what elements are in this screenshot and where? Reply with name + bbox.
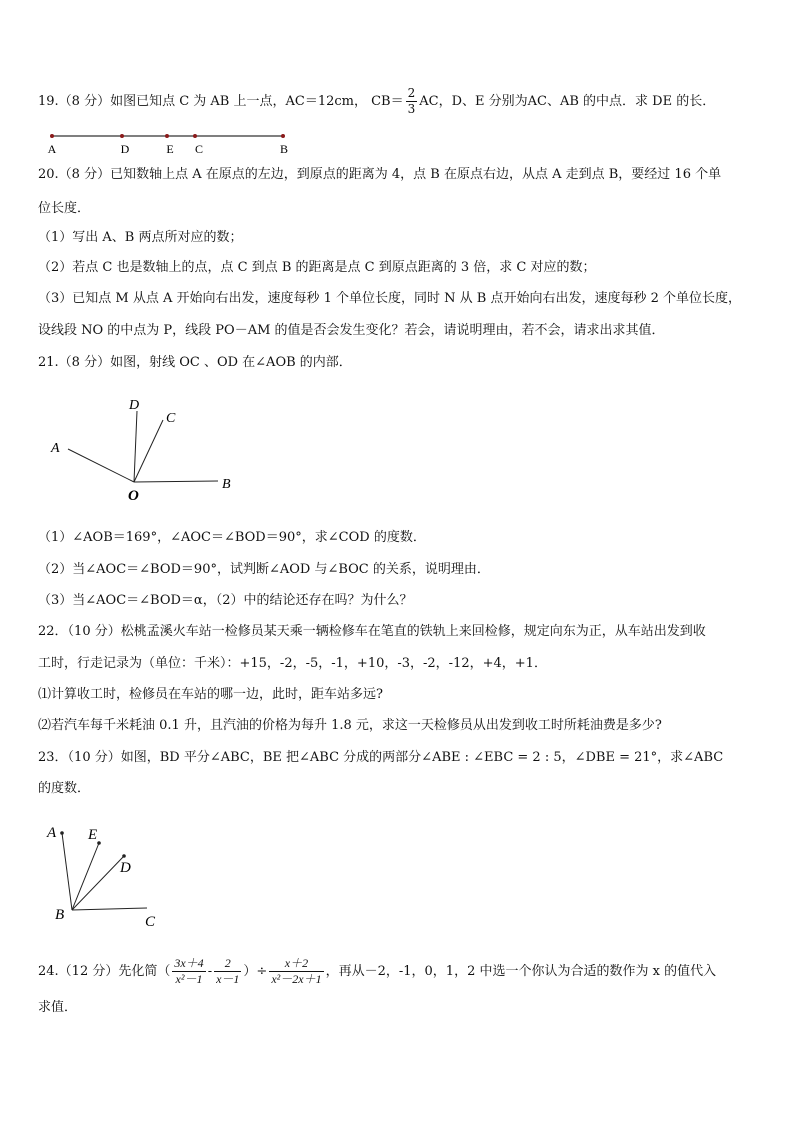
q23-point-a <box>60 831 64 835</box>
q24-text-a: 24.（12 分）先化简（ <box>38 964 171 979</box>
q23-label-e: E <box>88 827 98 843</box>
q23-label-a: A <box>47 825 57 841</box>
q19-label-c: C <box>194 142 204 156</box>
q24-minus: - <box>207 964 213 979</box>
q21-label-o: O <box>128 488 139 504</box>
q24-f1-num: 3x＋4 <box>174 956 204 970</box>
q24-f2-den: x－1 <box>216 972 240 986</box>
q19-text-b: AC，D、E 分别为AC、AB 的中点．求 DE 的长． <box>419 94 716 109</box>
q21-line-1: 21.（8 分）如图，射线 OC 、OD 在∠AOB 的内部． <box>38 355 352 370</box>
q22-line-2: 工时，行走记录为（单位：千米）：+15，-2，-5，-1，+10，-3，-2，-12，+4，+1． <box>38 656 547 671</box>
q23-ray-be <box>72 843 99 910</box>
q21-label-c: C <box>166 411 176 426</box>
q19-text-a: 19.（8 分）如图已知点 C 为 AB 上一点，AC＝12cm， CB＝ <box>38 94 404 109</box>
q19-label-b: B <box>279 142 289 156</box>
q24-f2-num: 2 <box>214 956 241 972</box>
q20-part-3b: 设线段 NO 的中点为 P，线段 PO－AM 的值是否会发生变化？若会，请说明理由，若不会，请求出求其值． <box>38 323 665 338</box>
q23-point-e <box>97 841 101 845</box>
q20-part-1: （1）写出 A、B 两点所对应的数； <box>38 230 243 245</box>
q23-line-2: 的度数． <box>38 781 91 796</box>
q24-text-b: ，再从－2，-1，0，1，2 中选一个你认为合适的数作为 x 的值代入 <box>325 964 717 979</box>
q19-label-d: D <box>120 142 130 156</box>
q24-fraction-3 <box>269 956 323 987</box>
q19-frac-num: 2 <box>407 86 416 100</box>
q22-line-1: 22．（10 分）松桃孟溪火车站一检修员某天乘一辆检修车在笔直的铁轨上来回检修，规定向东为正，从车站出发到收 <box>38 624 706 639</box>
q24-fraction-2 <box>214 956 241 987</box>
q21-part-1: （1）∠AOB＝169°，∠AOC＝∠BOD＝90°，求∠COD 的度数． <box>38 530 426 545</box>
q24-fraction-1 <box>172 956 205 987</box>
q21-part-2: （2）当∠AOC＝∠BOD＝90°，试判断∠AOD 与∠BOC 的关系，说明理由． <box>38 562 490 577</box>
q20-part-2: （2）若点 C 也是数轴上的点，点 C 到点 B 的距离是点 C 到原点距离的 3 倍，求 C 对应的数； <box>38 260 596 275</box>
q23-line-1: 23．（10 分）如图，BD 平分∠ABC，BE 把∠ABC 分成的两部分∠ABE : ∠EBC = 2 : 5，∠DBE = 21°，求∠ABC <box>38 750 724 765</box>
q21-label-d: D <box>129 398 140 413</box>
q24-f3-num: x＋2 <box>269 956 323 972</box>
q20-line-1: 20.（8 分）已知数轴上点 A 在原点的左边，到原点的距离为 4，点 B 在原点右边，从点 A 走到点 B，要经过 16 个单 <box>38 167 722 182</box>
q24-f3-den: x²－2x＋1 <box>271 972 322 986</box>
q24-text-mid: ）÷ <box>243 964 268 979</box>
q23-label-c: C <box>145 914 156 930</box>
q22-part-2: ⑵若汽车每千米耗油 0.1 升，且汽油的价格为每升 1.8 元，求这一天检修员从出发到收工时所耗油费是多少? <box>38 718 662 733</box>
q24-f1-den: x²－1 <box>175 972 203 986</box>
q22-part-1: ⑴计算收工时，检修员在车站的哪一边，此时，距车站多远? <box>38 687 383 702</box>
q21-part-3: （3）当∠AOC＝∠BOD＝α，（2）中的结论还存在吗？为什么？ <box>38 593 413 608</box>
q21-label-a: A <box>51 441 60 456</box>
q24-statement <box>38 956 716 987</box>
q23-label-d: D <box>120 860 131 876</box>
q19-label-e: E <box>166 142 174 156</box>
q23-ray-ba <box>62 833 72 910</box>
q19-frac-den: 3 <box>407 102 416 116</box>
q23-point-d <box>122 854 126 858</box>
q23-label-b: B <box>55 907 65 923</box>
q23-ray-bd <box>72 856 124 910</box>
q20-part-3a: （3）已知点 M 从点 A 开始向右出发，速度每秒 1 个单位长度，同时 N 从 B 点开始向右出发，速度每秒 2 个单位长度， <box>38 291 742 306</box>
q24-line-2: 求值． <box>38 1000 78 1015</box>
q19-label-a: A <box>47 142 57 156</box>
q21-label-b: B <box>222 477 231 492</box>
q23-ray-bc <box>72 908 147 910</box>
q20-line-2: 位长度． <box>38 201 91 216</box>
